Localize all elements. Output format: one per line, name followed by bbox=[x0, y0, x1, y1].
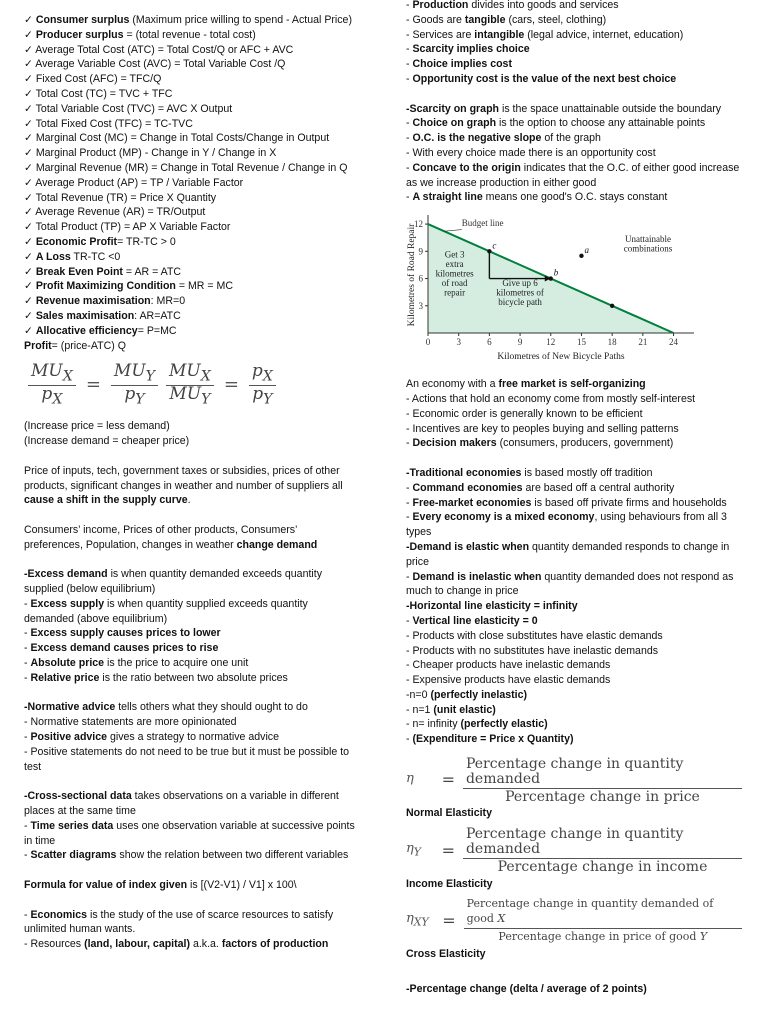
graph-notes bbox=[406, 102, 746, 206]
budget-line-label: Budget line bbox=[461, 218, 504, 229]
point-label: c bbox=[492, 240, 497, 251]
note-line: - Command economies are based off a central authority bbox=[406, 481, 675, 494]
right-column bbox=[406, 0, 746, 997]
paragraph-line: - Excess supply causes prices to lower bbox=[24, 627, 221, 640]
checkmark-icon: ✓ bbox=[24, 147, 36, 160]
definition-item: ✓ Producer surplus = (total revenue - total cost) bbox=[24, 28, 256, 41]
checkmark-icon: ✓ bbox=[24, 309, 36, 322]
note-line: - Actions that hold an economy come from mostly self-interest bbox=[406, 392, 696, 405]
data-point bbox=[579, 254, 583, 258]
x-tick-label: 18 bbox=[607, 337, 617, 348]
x-tick-label: 12 bbox=[546, 337, 556, 348]
definition-item: ✓ Total Fixed Cost (TFC) = TC-TVC bbox=[24, 117, 193, 130]
paragraph-line: - Normative statements are more opinionated bbox=[24, 716, 237, 729]
x-tick-label: 6 bbox=[487, 337, 492, 348]
left-paragraphs bbox=[24, 419, 356, 952]
point-label: a bbox=[584, 245, 589, 256]
definition-item: ✓ Allocative efficiency= P=MC bbox=[24, 324, 177, 337]
free-market-notes bbox=[406, 377, 746, 451]
note-line: - Products with no substitutes have inelastic demands bbox=[406, 644, 659, 657]
paragraph-line: -Cross-sectional data takes observations on a variable in different places at the same time bbox=[24, 790, 339, 818]
definition-item: ✓ A Loss TR-TC <0 bbox=[24, 250, 121, 263]
get3-label: Get 3 extra kilometres of road repair bbox=[435, 249, 474, 298]
note-line: - (Expenditure = Price x Quantity) bbox=[406, 733, 574, 746]
note-line: - Services are intangible (legal advice, internet, education) bbox=[406, 28, 684, 41]
checkmark-icon: ✓ bbox=[24, 87, 36, 100]
checkmark-icon: ✓ bbox=[24, 43, 36, 56]
checkmark-icon: ✓ bbox=[24, 58, 36, 71]
checkmark-icon: ✓ bbox=[24, 14, 36, 26]
note-line: - Choice implies cost bbox=[406, 58, 512, 71]
unattainable-label: Unattainable combinations bbox=[623, 234, 673, 254]
checkmark-icon: ✓ bbox=[24, 117, 36, 130]
note-line: - Products with close substitutes have elastic demands bbox=[406, 629, 663, 642]
definition-item: ✓ Total Cost (TC) = TVC + TFC bbox=[24, 87, 173, 100]
paragraph-line: - Resources (land, labour, capital) a.k.a. factors of production bbox=[24, 938, 329, 951]
note-line: - Concave to the origin indicates that the O.C. of either good increase as we increase production in either good bbox=[406, 161, 740, 189]
percentage-change-note bbox=[406, 982, 746, 997]
note-line: -Horizontal line elasticity = infinity bbox=[406, 600, 578, 613]
paragraph-line: - Economics is the study of the use of scarce resources to satisfy unlimited human wants. bbox=[24, 908, 334, 936]
note-line: -Percentage change (delta / average of 2 points) bbox=[406, 983, 647, 996]
budget-line-pointer bbox=[443, 230, 461, 232]
elasticity-formula: $\eta_Y$ = $\frac{\text{Percentage change in quantity demanded}}{\text{Percentage change in income}}$ Income Elasticity bbox=[406, 827, 746, 891]
definitions-list bbox=[24, 0, 356, 353]
checkmark-icon: ✓ bbox=[24, 221, 36, 234]
definition-item: ✓ Economic Profit= TR-TC > 0 bbox=[24, 235, 176, 248]
elasticity-formula: η = $\frac{\text{Percentage change in quantity demanded}}{\text{Percentage change in price}}$ Normal Elasticity bbox=[406, 757, 746, 821]
economies-notes bbox=[406, 466, 746, 747]
note-line: - Choice on graph is the option to choose any attainable points bbox=[406, 117, 706, 130]
checkmark-icon: ✓ bbox=[24, 73, 36, 86]
production-notes bbox=[406, 0, 746, 87]
note-line: - Vertical line elasticity = 0 bbox=[406, 614, 538, 627]
checkmark-icon: ✓ bbox=[24, 235, 36, 248]
note-line: -Scarcity on graph is the space unattainable outside the boundary bbox=[406, 102, 722, 115]
definition-item: ✓ Sales maximisation: AR=ATC bbox=[24, 309, 181, 322]
paragraph-line: - Positive advice gives a strategy to normative advice bbox=[24, 731, 279, 744]
note-line: - Incentives are key to peoples buying and selling patterns bbox=[406, 422, 679, 435]
x-tick-label: 15 bbox=[576, 337, 586, 348]
paragraph-line: - Absolute price is the price to acquire one unit bbox=[24, 657, 249, 670]
definition-item: ✓ Marginal Cost (MC) = Change in Total Costs/Change in Output bbox=[24, 132, 330, 145]
checkmark-icon: ✓ bbox=[24, 28, 36, 41]
mu-formula: $\frac{MU_X}{p_X}$ = $\frac{MU_Y}{p_Y}$ $\frac{MU_X}{MU_Y}$ = $\frac{p_X}{p_Y}$ bbox=[24, 355, 356, 415]
note-line: - n= infinity (perfectly elastic) bbox=[406, 718, 548, 731]
x-tick-label: 9 bbox=[517, 337, 523, 348]
definition-item: ✓ Average Variable Cost (AVC) = Total Variable Cost /Q bbox=[24, 58, 286, 71]
note-line: - Scarcity implies choice bbox=[406, 43, 530, 56]
checkmark-icon: ✓ bbox=[24, 176, 36, 189]
paragraph-line: -Normative advice tells others what they should ought to do bbox=[24, 701, 308, 714]
note-line: -Demand is elastic when quantity demanded responds to change in price bbox=[406, 540, 730, 568]
data-point bbox=[487, 249, 491, 253]
checkmark-icon: ✓ bbox=[24, 132, 36, 145]
paragraph-line: Formula for value of index given is [(V2-V1) / V1] x 100\ bbox=[24, 879, 297, 892]
definition-item: ✓ Revenue maximisation: MR=0 bbox=[24, 295, 186, 308]
paragraph-line: Consumers’ income, Prices of other products, Consumers’ preferences, Population, changes in weather change demand bbox=[24, 523, 318, 551]
definition-item: ✓ Marginal Revenue (MR) = Change in Total Revenue / Change in Q bbox=[24, 161, 348, 174]
note-line: - Free-market economies is based off private firms and households bbox=[406, 496, 727, 509]
paragraph-line: Price of inputs, tech, government taxes or subsidies, prices of other products, significant changes in weather and number of suppliers all cause a shift in the supply curve. bbox=[24, 464, 343, 507]
checkmark-icon: ✓ bbox=[24, 324, 36, 337]
paragraph-line: - Positive statements do not need to be true but it must be possible to test bbox=[24, 745, 350, 773]
note-line: - With every choice made there is an opportunity cost bbox=[406, 146, 656, 159]
data-point bbox=[549, 276, 553, 280]
elasticity-formulas bbox=[406, 757, 746, 962]
paragraph-line: (Increase price = less demand) bbox=[24, 420, 170, 433]
elasticity-label: Income Elasticity bbox=[406, 877, 493, 890]
note-line: - Demand is inelastic when quantity demanded does not respond as much to change in price bbox=[406, 570, 734, 598]
note-line: - Production divides into goods and services bbox=[406, 0, 619, 11]
definition-item: ✓ Break Even Point = AR = ATC bbox=[24, 265, 182, 278]
definition-item: ✓ Average Revenue (AR) = TR/Output bbox=[24, 206, 206, 219]
note-line: - Opportunity cost is the value of the next best choice bbox=[406, 72, 677, 85]
note-line: - O.C. is the negative slope of the graph bbox=[406, 132, 601, 145]
left-column bbox=[24, 0, 356, 952]
note-line: - A straight line means one good's O.C. stays constant bbox=[406, 191, 668, 204]
definition-item: ✓ Total Variable Cost (TVC) = AVC X Output bbox=[24, 102, 233, 115]
note-line: - Expensive products have elastic demands bbox=[406, 674, 611, 687]
give6-label: Give up 6 kilometres of bicycle path bbox=[496, 277, 544, 307]
elasticity-label: Normal Elasticity bbox=[406, 807, 492, 820]
note-line: -n=0 (perfectly inelastic) bbox=[406, 688, 528, 701]
definition-item: ✓ Marginal Product (MP) - Change in Y / Change in X bbox=[24, 147, 277, 160]
definition-item: Profit= (price-ATC) Q bbox=[24, 339, 126, 352]
note-line: - n=1 (unit elastic) bbox=[406, 703, 496, 716]
paragraph-line: (Increase demand = cheaper price) bbox=[24, 435, 190, 448]
checkmark-icon: ✓ bbox=[24, 250, 36, 263]
definition-item: ✓ Average Product (AP) = TP / Variable Factor bbox=[24, 176, 244, 189]
note-line: - Every economy is a mixed economy, using behaviours from all 3 types bbox=[406, 511, 727, 539]
y-tick-label: 3 bbox=[418, 300, 423, 311]
x-tick-label: 3 bbox=[456, 337, 461, 348]
checkmark-icon: ✓ bbox=[24, 280, 36, 293]
checkmark-icon: ✓ bbox=[24, 161, 36, 174]
paragraph-line: - Excess supply is when quantity supplied exceeds quantity demanded (above equilibrium) bbox=[24, 597, 308, 625]
note-line: - Decision makers (consumers, producers, government) bbox=[406, 437, 674, 450]
data-point bbox=[610, 304, 614, 308]
elasticity-formula: $\eta_{XY}$ = $\frac{\text{Percentage change in quantity demanded of good X}}{\text{Percentage change in price of good Y}}$ Cross Elasticity bbox=[406, 897, 746, 961]
y-tick-label: 12 bbox=[414, 219, 423, 230]
definition-item: ✓ Profit Maximizing Condition = MR = MC bbox=[24, 280, 233, 293]
ppf-chart-svg bbox=[406, 207, 746, 367]
ppf-chart bbox=[406, 207, 746, 367]
elasticity-label: Cross Elasticity bbox=[406, 947, 486, 960]
x-tick-label: 24 bbox=[669, 337, 679, 348]
paragraph-line: - Excess demand causes prices to rise bbox=[24, 642, 219, 655]
note-line: An economy with a free market is self-organizing bbox=[406, 378, 646, 391]
definition-item: ✓ Total Product (TP) = AP X Variable Factor bbox=[24, 221, 231, 234]
definition-item: ✓ Total Revenue (TR) = Price X Quantity bbox=[24, 191, 217, 204]
paragraph-line: - Relative price is the ratio between two absolute prices bbox=[24, 671, 288, 684]
y-axis-label: Kilometres of Road Repair bbox=[407, 223, 417, 327]
definition-item: ✓ Average Total Cost (ATC) = Total Cost/Q or AFC + AVC bbox=[24, 43, 294, 56]
x-axis-label: Kilometres of New Bicycle Paths bbox=[497, 352, 625, 363]
x-tick-label: 0 bbox=[425, 337, 431, 348]
definition-item: ✓ Consumer surplus (Maximum price willing to spend - Actual Price) bbox=[24, 14, 352, 26]
checkmark-icon: ✓ bbox=[24, 295, 36, 308]
x-tick-label: 21 bbox=[638, 337, 648, 348]
point-label: b bbox=[553, 267, 559, 278]
checkmark-icon: ✓ bbox=[24, 191, 36, 204]
note-line: -Traditional economies is based mostly off tradition bbox=[406, 466, 653, 479]
note-line: - Cheaper products have inelastic demands bbox=[406, 659, 611, 672]
note-line: - Goods are tangible (cars, steel, clothing) bbox=[406, 13, 607, 26]
checkmark-icon: ✓ bbox=[24, 206, 36, 219]
y-tick-label: 9 bbox=[418, 246, 423, 257]
definition-item: ✓ Fixed Cost (AFC) = TFC/Q bbox=[24, 73, 162, 86]
note-line: - Economic order is generally known to be efficient bbox=[406, 407, 643, 420]
y-tick-label: 6 bbox=[418, 273, 423, 284]
checkmark-icon: ✓ bbox=[24, 265, 36, 278]
checkmark-icon: ✓ bbox=[24, 102, 36, 115]
paragraph-line: - Scatter diagrams show the relation between two different variables bbox=[24, 849, 349, 862]
paragraph-line: -Excess demand is when quantity demanded exceeds quantity supplied (below equilibrium) bbox=[24, 568, 322, 596]
paragraph-line: - Time series data uses one observation variable at successive points in time bbox=[24, 819, 355, 847]
